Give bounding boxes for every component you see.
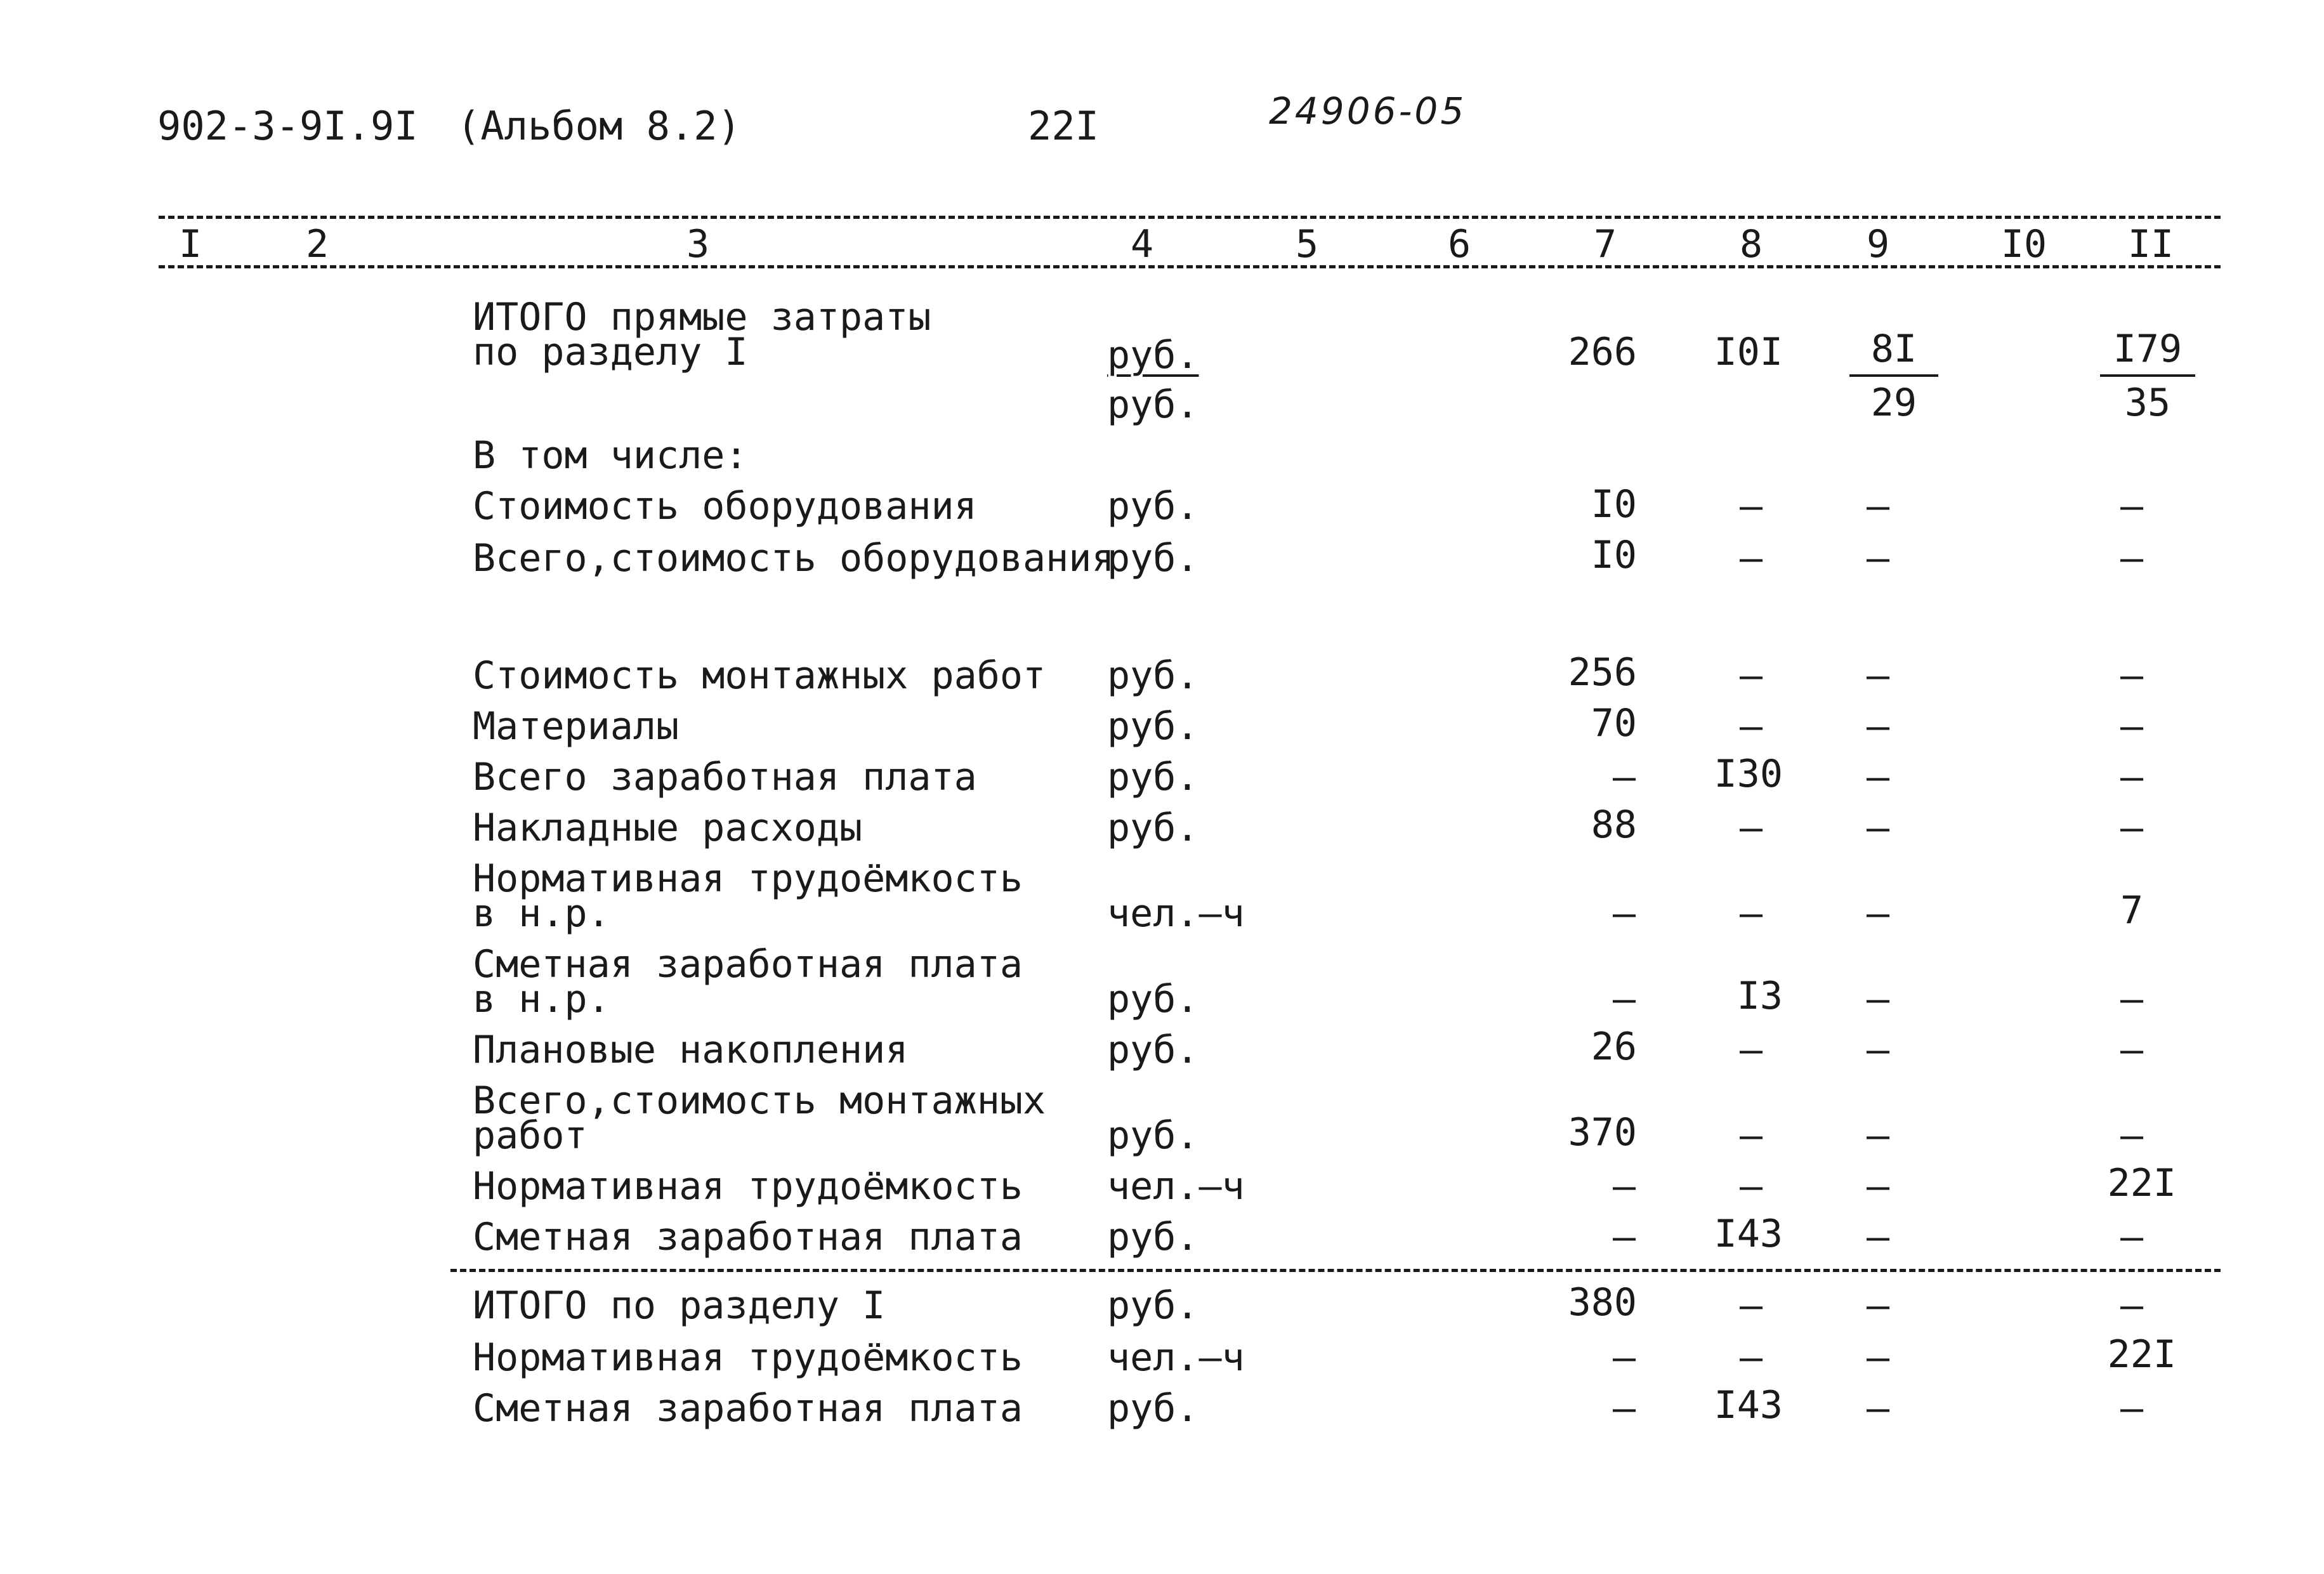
row-total-installation-cost-col11: –	[2120, 1113, 2144, 1158]
row-equipment-cost-col8: –	[1739, 484, 1763, 528]
row-estimated-wages-unit: руб.	[1107, 1215, 1199, 1259]
row-estimated-wages-overhead-col8: I3	[1736, 974, 1783, 1018]
row-total-direct-costs-col9-numerator: 8I	[1870, 327, 1917, 371]
row-overhead-name: Накладные расходы	[473, 806, 863, 850]
row-total-equipment-cost-col7: I0	[1591, 533, 1637, 577]
row-total-direct-costs-name-line2: по разделу I	[473, 330, 748, 374]
row-normative-labor-unit: чел.–ч	[1107, 1164, 1245, 1209]
section-total-divider	[450, 1269, 2221, 1272]
row-normative-labor-col11: 22I	[2107, 1161, 2176, 1205]
row-total-wages-col11: –	[2120, 755, 2144, 799]
column-number-8: 8	[1739, 222, 1763, 266]
row-total-direct-costs-unit-top: руб.	[1107, 333, 1199, 377]
row-planned-savings-col8: –	[1739, 1028, 1763, 1072]
row-total-wages-name: Всего заработная плата	[473, 755, 977, 799]
column-number-11: II	[2127, 222, 2174, 266]
row-overhead-col11: –	[2120, 806, 2144, 850]
row-total-wages-col8: I30	[1714, 752, 1783, 796]
row-section-estimated-wages-col7: –	[1612, 1386, 1636, 1431]
row-section-total-col9: –	[1866, 1283, 1890, 1328]
row-section-estimated-wages-col8: I43	[1714, 1383, 1783, 1427]
column-header-top-line	[159, 216, 2221, 219]
row-total-direct-costs-col9-fraction-bar	[1849, 374, 1938, 377]
row-section-estimated-wages-col11: –	[2120, 1386, 2144, 1431]
row-section-estimated-wages-name: Сметная заработная плата	[473, 1386, 1023, 1431]
row-normative-labor-overhead-col8: –	[1739, 891, 1763, 936]
row-section-total-col7: 380	[1568, 1280, 1637, 1325]
row-section-normative-labor-col11: 22I	[2107, 1332, 2176, 1377]
row-total-wages-col9: –	[1866, 755, 1890, 799]
column-number-4: 4	[1130, 222, 1154, 266]
row-section-total-col11: –	[2120, 1283, 2144, 1328]
row-normative-labor-overhead-name-line1: Нормативная трудоёмкость	[473, 856, 1023, 901]
row-total-direct-costs-name-line1: ИТОГО прямые затраты	[473, 295, 931, 339]
row-section-total-col8: –	[1739, 1283, 1763, 1328]
row-estimated-wages-overhead-unit: руб.	[1107, 977, 1199, 1021]
row-total-installation-cost-unit: руб.	[1107, 1113, 1199, 1158]
row-equipment-cost-col9: –	[1866, 484, 1890, 528]
row-section-normative-labor-col8: –	[1739, 1335, 1763, 1380]
row-total-installation-cost-name-line2: работ	[473, 1113, 588, 1158]
row-total-installation-cost-col9: –	[1866, 1113, 1890, 1158]
row-installation-cost-name: Стоимость монтажных работ	[473, 653, 1046, 698]
row-installation-cost-col9: –	[1866, 653, 1890, 698]
row-materials-col8: –	[1739, 704, 1763, 749]
row-normative-labor-overhead-name-line2: в н.р.	[473, 891, 610, 936]
row-section-normative-labor-unit: чел.–ч	[1107, 1335, 1245, 1380]
row-estimated-wages-name: Сметная заработная плата	[473, 1215, 1023, 1259]
row-estimated-wages-col11: –	[2120, 1215, 2144, 1259]
row-estimated-wages-overhead-col11: –	[2120, 977, 2144, 1021]
row-materials-col9: –	[1866, 704, 1890, 749]
row-estimated-wages-overhead-col7: –	[1612, 977, 1636, 1021]
row-estimated-wages-col8: I43	[1714, 1212, 1783, 1256]
document-code: 902-3-9I.9I	[157, 103, 418, 149]
row-total-equipment-cost-col8: –	[1739, 536, 1763, 580]
row-installation-cost-col11: –	[2120, 653, 2144, 698]
row-normative-labor-overhead-col7: –	[1612, 891, 1636, 936]
column-number-1: I	[178, 222, 202, 266]
row-equipment-cost-unit: руб.	[1107, 484, 1199, 528]
row-normative-labor-overhead-col11: 7	[2120, 888, 2144, 933]
page-number: 22I	[1028, 103, 1099, 149]
row-section-normative-labor-name: Нормативная трудоёмкость	[473, 1335, 1023, 1380]
column-number-7: 7	[1593, 222, 1617, 266]
row-total-wages-unit: руб.	[1107, 755, 1199, 799]
column-number-10: I0	[2000, 222, 2047, 266]
row-materials-col7: 70	[1591, 701, 1637, 745]
row-section-total-unit: руб.	[1107, 1283, 1199, 1328]
row-equipment-cost-col7: I0	[1591, 482, 1637, 527]
row-section-estimated-wages-unit: руб.	[1107, 1386, 1199, 1431]
column-number-2: 2	[305, 222, 329, 266]
row-materials-col11: –	[2120, 704, 2144, 749]
row-total-equipment-cost-col9: –	[1866, 536, 1890, 580]
row-section-normative-labor-col7: –	[1612, 1335, 1636, 1380]
row-total-installation-cost-col8: –	[1739, 1113, 1763, 1158]
album-label: (Альбом 8.2)	[457, 103, 741, 149]
row-total-direct-costs-col11-fraction-bar	[2100, 374, 2195, 377]
row-total-equipment-cost-unit: руб.	[1107, 536, 1199, 580]
row-total-direct-costs-col9-denominator: 29	[1870, 381, 1917, 425]
row-total-direct-costs-col8: I0I	[1714, 330, 1783, 374]
row-section-normative-labor-col9: –	[1866, 1335, 1890, 1380]
column-number-6: 6	[1447, 222, 1471, 266]
row-normative-labor-col9: –	[1866, 1164, 1890, 1209]
row-normative-labor-col8: –	[1739, 1164, 1763, 1209]
row-planned-savings-col11: –	[2120, 1028, 2144, 1072]
row-equipment-cost-name: Стоимость оборудования	[473, 484, 977, 528]
row-materials-name: Материалы	[473, 704, 679, 749]
row-section-estimated-wages-col9: –	[1866, 1386, 1890, 1431]
row-installation-cost-col7: 256	[1568, 650, 1637, 695]
row-overhead-col8: –	[1739, 806, 1763, 850]
row-overhead-col9: –	[1866, 806, 1890, 850]
row-normative-labor-name: Нормативная трудоёмкость	[473, 1164, 1023, 1209]
row-including-label: В том числе:	[473, 433, 748, 478]
column-header-bottom-line	[159, 265, 2221, 268]
column-number-9: 9	[1866, 222, 1890, 266]
row-section-total-name: ИТОГО по разделу I	[473, 1283, 886, 1328]
row-normative-labor-overhead-unit: чел.–ч	[1107, 891, 1245, 936]
row-installation-cost-col8: –	[1739, 653, 1763, 698]
row-planned-savings-name: Плановые накопления	[473, 1028, 909, 1072]
row-total-direct-costs-unit-bottom: руб.	[1107, 383, 1199, 427]
column-number-5: 5	[1295, 222, 1319, 266]
row-estimated-wages-overhead-name-line1: Сметная заработная плата	[473, 942, 1023, 987]
row-materials-unit: руб.	[1107, 704, 1199, 749]
row-installation-cost-unit: руб.	[1107, 653, 1199, 698]
row-equipment-cost-col11: –	[2120, 484, 2144, 528]
row-total-direct-costs-col7: 266	[1568, 330, 1637, 374]
row-total-direct-costs-col11-numerator: I79	[2113, 327, 2183, 371]
row-total-installation-cost-name-line1: Всего,стоимость монтажных	[473, 1079, 1046, 1123]
row-total-equipment-cost-col11: –	[2120, 536, 2144, 580]
row-estimated-wages-overhead-name-line2: в н.р.	[473, 977, 610, 1021]
row-normative-labor-overhead-col9: –	[1866, 891, 1890, 936]
row-planned-savings-col9: –	[1866, 1028, 1890, 1072]
row-total-wages-col7: –	[1612, 755, 1636, 799]
registration-stamp: 24906-05	[1269, 89, 1467, 133]
row-estimated-wages-overhead-col9: –	[1866, 977, 1890, 1021]
row-overhead-unit: руб.	[1107, 806, 1199, 850]
row-total-installation-cost-col7: 370	[1568, 1110, 1637, 1155]
row-planned-savings-unit: руб.	[1107, 1028, 1199, 1072]
row-total-direct-costs-col11-denominator: 35	[2124, 381, 2171, 425]
row-estimated-wages-col9: –	[1866, 1215, 1890, 1259]
row-total-equipment-cost-name: Всего,стоимость оборудования	[473, 536, 1115, 580]
row-planned-savings-col7: 26	[1591, 1025, 1637, 1069]
row-normative-labor-col7: –	[1612, 1164, 1636, 1209]
row-estimated-wages-col7: –	[1612, 1215, 1636, 1259]
row-overhead-col7: 88	[1591, 803, 1637, 847]
column-number-3: 3	[686, 222, 710, 266]
